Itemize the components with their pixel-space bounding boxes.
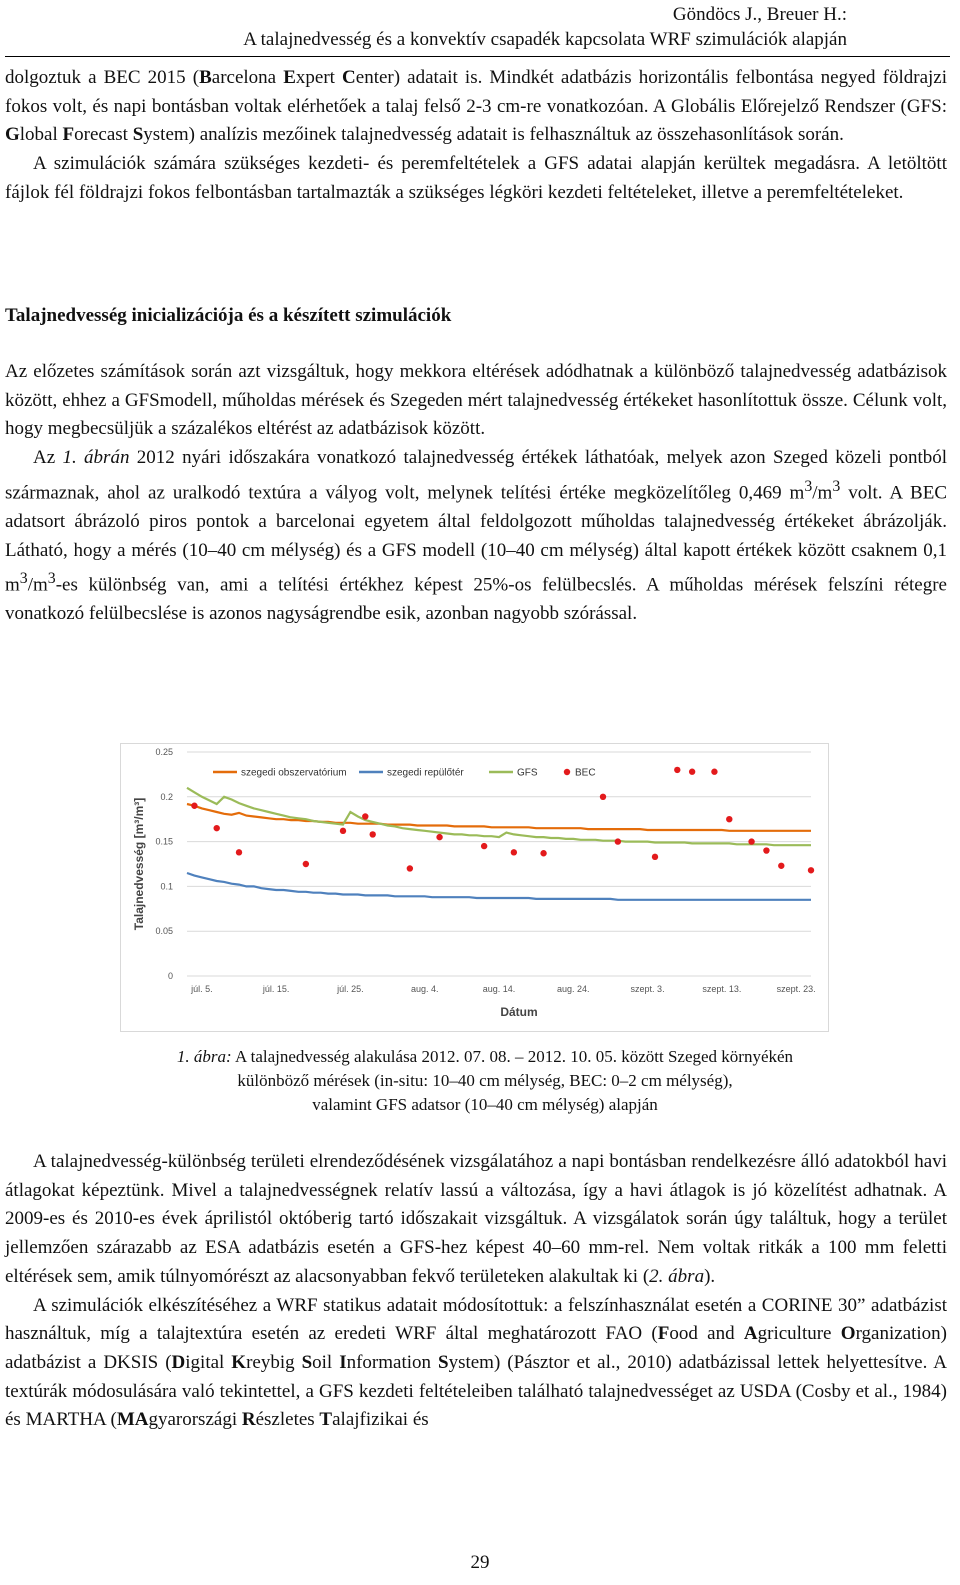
intro-paragraph-1: dolgoztuk a BEC 2015 (Barcelona Expert Center) adatait is. Mindkét adatbázis horizontális felbontása negyed földrajzi fokos volt, és napi bontásban voltak elérhetőek a talaj felső 2-3 cm-re vonatkozóan. A Globális Előrejelző Rendszer (GFS: Global Forecast System) analízis mezőinek talajnedvesség adatait is felhasználtuk az összehasonlítások során. (5, 67, 947, 146)
y-tick-label: 0.15 (155, 836, 173, 847)
bec-point (726, 816, 732, 822)
bec-point (689, 769, 695, 775)
y-tick-label: 0.2 (160, 791, 173, 802)
after-block (5, 1148, 947, 1435)
y-tick-label: 0 (167, 971, 173, 981)
bec-point (191, 803, 197, 809)
bec-point (511, 849, 517, 855)
intro-paragraph-2: A szimulációk számára szükséges kezdeti- és peremfeltételek a GFS adatai alapján kerültek megadásra. A letöltött fájlok fél földrajzi fokos felbontásban tartalmazták a szükséges légköri kezdeti feltételeket, illetve a peremfeltételeket. (5, 153, 947, 203)
section-paragraph-1: Az előzetes számítások során azt vizsgáltuk, hogy mekkora eltérések adódhatnak a különböző talajnedvesség adatbázisok között, ehhez a GFSmodell, műholdas mérések és Szegeden mért talajnedvesség értékeket hasonlítottuk össze. Célunk volt, hogy megbecsüljük a százalékos eltérést az adatbázisok között. (5, 361, 947, 440)
running-header (0, 2, 960, 52)
soil-moisture-chart (121, 744, 828, 1031)
bec-point (481, 843, 487, 849)
after-paragraph-2: A szimulációk elkészítéséhez a WRF statikus adatait módosítottuk: a felszínhasználat esetén a CORINE 30” adatbázist használtuk, míg a talajtextúra esetén az eredeti WRF által meghatározott FAO (Food and Agriculture Organization) adatbázist a DKSIS (Digital Kreybig Soil Information System) (Pásztor et al., 2010) adatbázissal lettek helyettesítve. A textúrák módosulására való tekintettel, a GFS kezdeti feltételeiben található talajnedvességet az USDA (Cosby et al., 1984) és MARTHA (MAgyarországi Részletes Talajfizikai és (5, 1294, 948, 1431)
x-tick-label: aug. 24. (557, 984, 590, 994)
section-heading-block (5, 302, 947, 331)
legend-label: szegedi repülőtér (387, 767, 464, 779)
page-number: 29 (470, 1552, 490, 1573)
legend-swatch (564, 769, 570, 775)
figure-caption (0, 1045, 960, 1117)
x-tick-label: szept. 23. (776, 984, 816, 994)
caption-line-1: A talajnedvesség alakulása 2012. 07. 08. – 2012. 10. 05. között Szeged környékén (231, 1047, 794, 1066)
header-title: A talajnedvesség és a konvektív csapadék kapcsolata WRF szimulációk alapján (243, 29, 847, 50)
y-tick-label: 0.05 (155, 926, 173, 937)
bec-point (340, 828, 346, 834)
bec-point (303, 861, 309, 867)
legend-label: szegedi obszervatórium (241, 767, 347, 779)
header-authors: Göndöcs J., Breuer H.: (672, 4, 847, 25)
bec-point (748, 838, 754, 844)
caption-line-2: különböző mérések (in-situ: 10–40 cm mélység, BEC: 0–2 cm mélység), (237, 1071, 733, 1090)
x-tick-label: júl. 25. (337, 984, 364, 994)
after-paragraph-1: A talajnedvesség-különbség területi elrendeződésének vizsgálatához a napi bontásban rendelkezésre álló adatokból havi átlagokat képeztünk. Mivel a talajnedvességnek relatív lassú a változása, így a havi átlagok is jó közelítést adhatnak. A 2009-es és 2010-es évek áprilistól októberig tartó időszakait vizsgáltuk. A vizsgálatok során úgy találtuk, hogy a terület jellemzően szárazabb az ESA adatbázis esetén a GFS-hez képest 40–60 mm-rel. Nem voltak ritkák a 100 mm feletti eltérések sem, amik túlnyomórészt az alacsonyabban fekvő területeken alakultak ki (2. ábra). (5, 1151, 947, 1287)
section-block (5, 358, 947, 629)
bec-point (711, 769, 717, 775)
bec-point (615, 838, 621, 844)
bec-point (362, 813, 368, 819)
legend-label: BEC (575, 767, 596, 779)
x-tick-label: júl. 15. (262, 984, 290, 994)
bec-point (778, 863, 784, 869)
caption-line-3: valamint GFS adatsor (10–40 cm mélység) alapján (312, 1095, 658, 1114)
x-tick-label: aug. 4. (410, 984, 439, 994)
series-line-szegedi-obszervatórium (187, 804, 811, 831)
figure-reference: 1. ábrán (62, 447, 130, 469)
y-tick-label: 0.1 (160, 881, 173, 892)
x-tick-label: júl. 5. (191, 984, 213, 994)
caption-ref: 1. ábra: (176, 1047, 232, 1066)
bec-point (808, 867, 814, 873)
bec-point (236, 849, 242, 855)
y-axis-title: Talajnedvesség [m³/m³] (132, 797, 146, 931)
bec-point (370, 831, 376, 837)
section-heading: Talajnedvesség inicializációja és a készített szimulációk (5, 305, 452, 326)
x-axis-title: Dátum (500, 1005, 538, 1019)
bec-point (600, 794, 606, 800)
y-tick-label: 0.25 (155, 747, 173, 757)
x-tick-label: aug. 14. (482, 984, 516, 994)
x-tick-label: szept. 3. (630, 984, 665, 994)
x-tick-label: szept. 13. (702, 984, 742, 994)
bec-point (652, 854, 658, 860)
figure-1 (120, 743, 829, 1032)
bec-point (407, 865, 413, 871)
section-paragraph-2: Az 1. ábrán 2012 nyári időszakára vonatkozó talajnedvesség értékek láthatóak, melyek azon Szeged közeli pontból származnak, ahol az uralkodó textúra a vályog volt, melynek telítési értéke megközelítőleg 0,469 $m^3/m^3$ volt. A BEC adatsort ábrázoló piros pontok a barcelonai egyetem által feldolgozott műholdas talajnedvesség értékeket ábrázolják. Látható, hogy a mérés (10–40 cm mélység) és a GFS modell (10–40 cm mélység) által kapott értékek között csaknem 0,1 $m^3/m^3-es$ különbség van, ami a telítési értékhez képest 25%-os felülbecslés. A műholdas mérések felszíni rétegre vonatkozó felülbecslése is azonos nagyságrendbe esik, azonban nagyobb szórással. (5, 447, 948, 625)
bec-point (540, 850, 546, 856)
bec-point (674, 767, 680, 773)
legend-label: GFS (517, 767, 538, 779)
bec-point (436, 834, 442, 840)
header-rule (5, 56, 950, 57)
bec-point (214, 825, 220, 831)
intro-block (5, 64, 947, 208)
bec-point (763, 847, 769, 853)
